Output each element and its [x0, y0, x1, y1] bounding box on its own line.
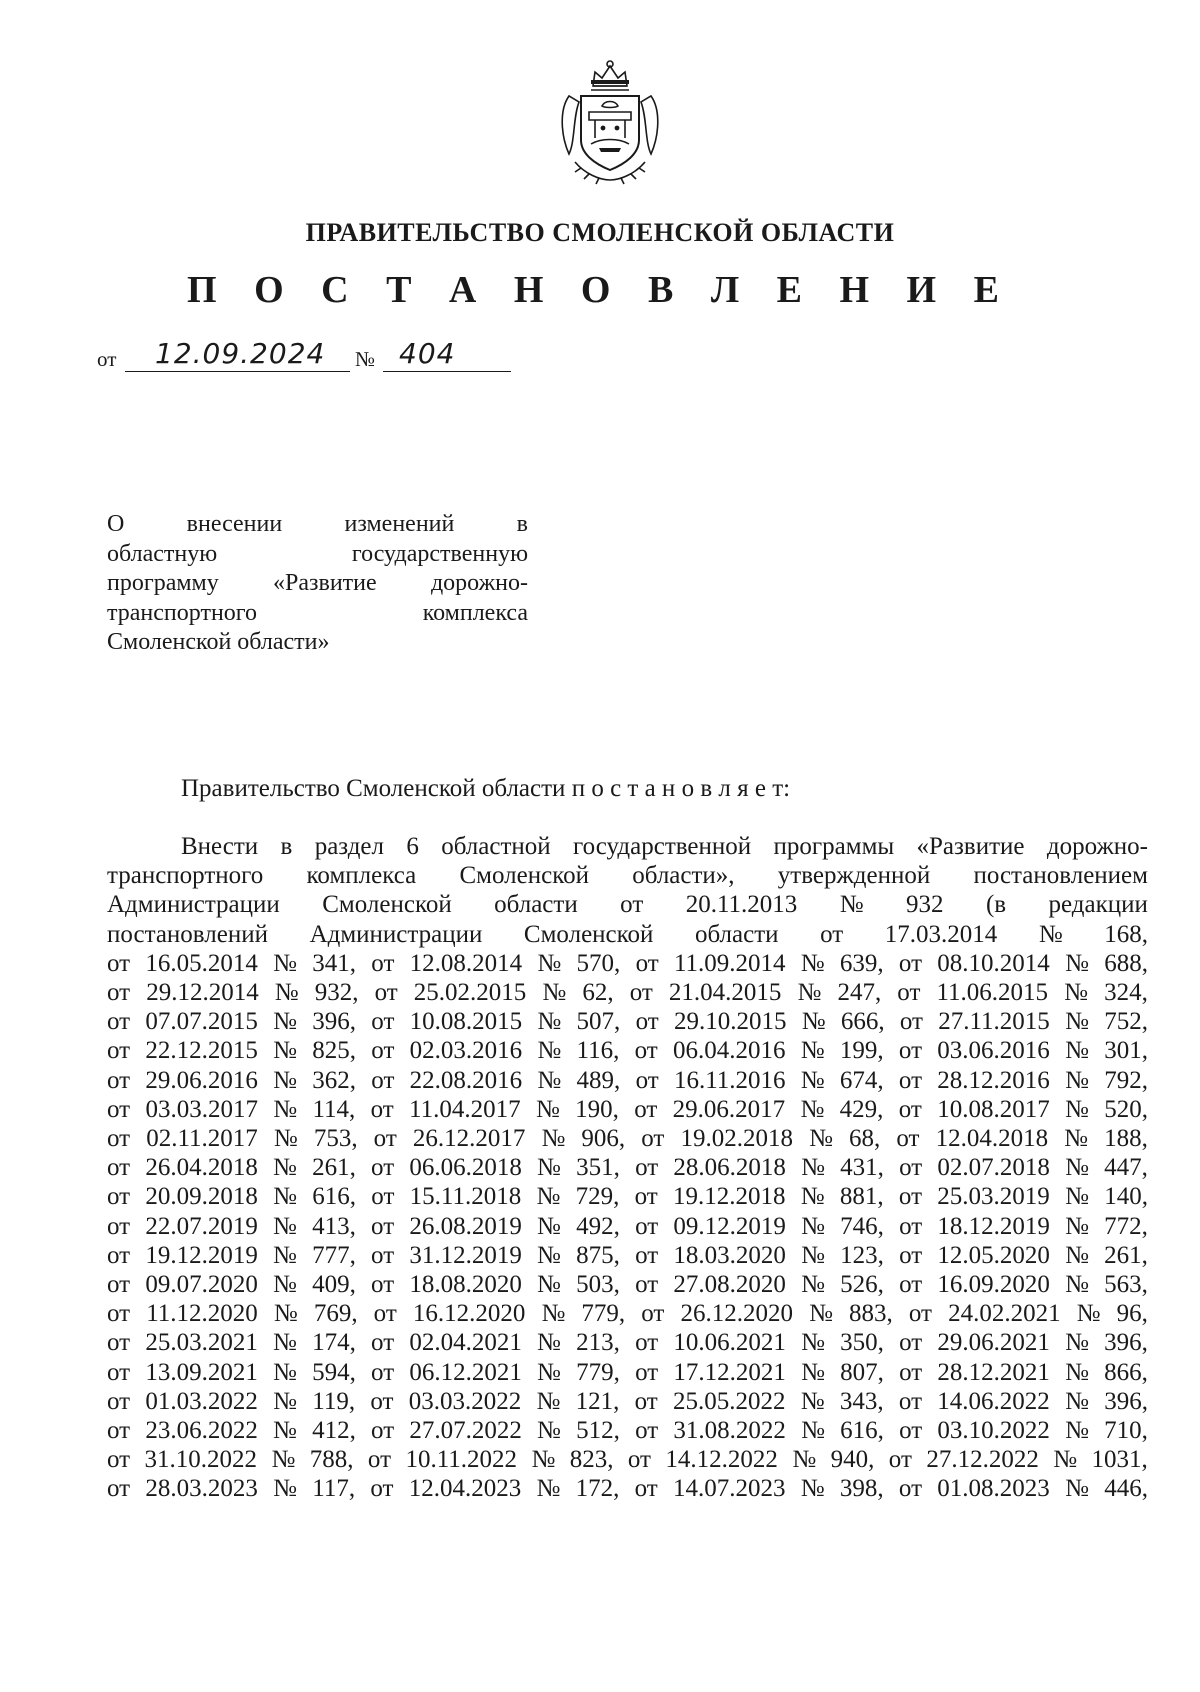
body-line: от 02.11.2017 № 753, от 26.12.2017 № 906, от 19.02.2018 № 68, от 12.04.2018 № 188, — [107, 1125, 1148, 1153]
body-line: от 11.12.2020 № 769, от 16.12.2020 № 779, от 26.12.2020 № 883, от 24.02.2021 № 96, — [107, 1300, 1148, 1328]
body-line: от 23.06.2022 № 412, от 27.07.2022 № 512, от 31.08.2022 № 616, от 03.10.2022 № 710, — [107, 1417, 1148, 1445]
body-line: транспортного комплекса Смоленской области», утвержденной постановлением — [107, 862, 1148, 890]
body-line: от 22.12.2015 № 825, от 02.03.2016 № 116, от 06.04.2016 № 199, от 03.06.2016 № 301, — [107, 1037, 1148, 1065]
body-line: от 25.03.2021 № 174, от 02.04.2021 № 213, от 10.06.2021 № 350, от 29.06.2021 № 396, — [107, 1329, 1148, 1357]
decree-statement — [181, 775, 790, 803]
body-line: Администрации Смоленской области от 20.11.2013 № 932 (в редакции — [107, 891, 1148, 919]
decree-text: Правительство Смоленской области — [181, 775, 566, 802]
body-line: от 29.12.2014 № 932, от 25.02.2015 № 62, от 21.04.2015 № 247, от 11.06.2015 № 324, — [107, 979, 1148, 1007]
body-line: от 03.03.2017 № 114, от 11.04.2017 № 190, от 29.06.2017 № 429, от 10.08.2017 № 520, — [107, 1095, 1148, 1123]
body-line: от 20.09.2018 № 616, от 15.11.2018 № 729, от 19.12.2018 № 881, от 25.03.2019 № 140, — [107, 1183, 1148, 1211]
body-line: Внести в раздел 6 областной государственной программы «Развитие дорожно- — [181, 833, 1148, 860]
subject-line: областную государственную — [107, 540, 528, 567]
handwritten-number: 404 — [399, 337, 456, 370]
body-line: от 01.03.2022 № 119, от 03.03.2022 № 121, от 25.05.2022 № 343, от 14.06.2022 № 396, — [107, 1387, 1148, 1415]
decree-spaced-word: п о с т а н о в л я е т: — [571, 775, 791, 802]
body-line: от 07.07.2015 № 396, от 10.08.2015 № 507, от 29.10.2015 № 666, от 27.11.2015 № 752, — [107, 1008, 1148, 1036]
subject-line: Смоленской области» — [107, 629, 330, 655]
document-body — [107, 832, 1148, 1504]
body-line: постановлений Администрации Смоленской области от 17.03.2014 № 168, — [107, 920, 1148, 948]
handwritten-date: 12.09.2024 — [155, 337, 326, 370]
body-line: от 09.07.2020 № 409, от 18.08.2020 № 503, от 27.08.2020 № 526, от 16.09.2020 № 563, — [107, 1271, 1148, 1299]
body-line: от 26.04.2018 № 261, от 06.06.2018 № 351, от 28.06.2018 № 431, от 02.07.2018 № 447, — [107, 1154, 1148, 1182]
document-type-heading: П О С Т А Н О В Л Е Н И Е — [187, 269, 1013, 311]
date-underline — [125, 371, 350, 372]
document-subject — [107, 510, 528, 658]
number-underline — [383, 371, 511, 372]
subject-line: программу «Развитие дорожно- — [107, 570, 528, 596]
coat-of-arms-emblem — [555, 58, 665, 186]
body-line: от 19.12.2019 № 777, от 31.12.2019 № 875, от 18.03.2020 № 123, от 12.05.2020 № 261, — [107, 1241, 1148, 1269]
body-line: от 31.10.2022 № 788, от 10.11.2022 № 823, от 14.12.2022 № 940, от 27.12.2022 № 1031, — [107, 1446, 1148, 1474]
body-line: от 28.03.2023 № 117, от 12.04.2023 № 172, от 14.07.2023 № 398, от 01.08.2023 № 446, — [107, 1475, 1148, 1503]
government-title: ПРАВИТЕЛЬСТВО СМОЛЕНСКОЙ ОБЛАСТИ — [305, 218, 895, 247]
date-prefix: от — [97, 347, 117, 371]
subject-line: О внесении изменений в — [107, 511, 528, 537]
subject-line: транспортного комплекса — [107, 599, 528, 626]
number-prefix: № — [355, 347, 376, 371]
body-line: от 16.05.2014 № 341, от 12.08.2014 № 570, от 11.09.2014 № 639, от 08.10.2014 № 688, — [107, 949, 1148, 977]
body-line: от 22.07.2019 № 413, от 26.08.2019 № 492, от 09.12.2019 № 746, от 18.12.2019 № 772, — [107, 1212, 1148, 1240]
body-line: от 29.06.2016 № 362, от 22.08.2016 № 489, от 16.11.2016 № 674, от 28.12.2016 № 792, — [107, 1066, 1148, 1094]
body-line: от 13.09.2021 № 594, от 06.12.2021 № 779, от 17.12.2021 № 807, от 28.12.2021 № 866, — [107, 1358, 1148, 1386]
